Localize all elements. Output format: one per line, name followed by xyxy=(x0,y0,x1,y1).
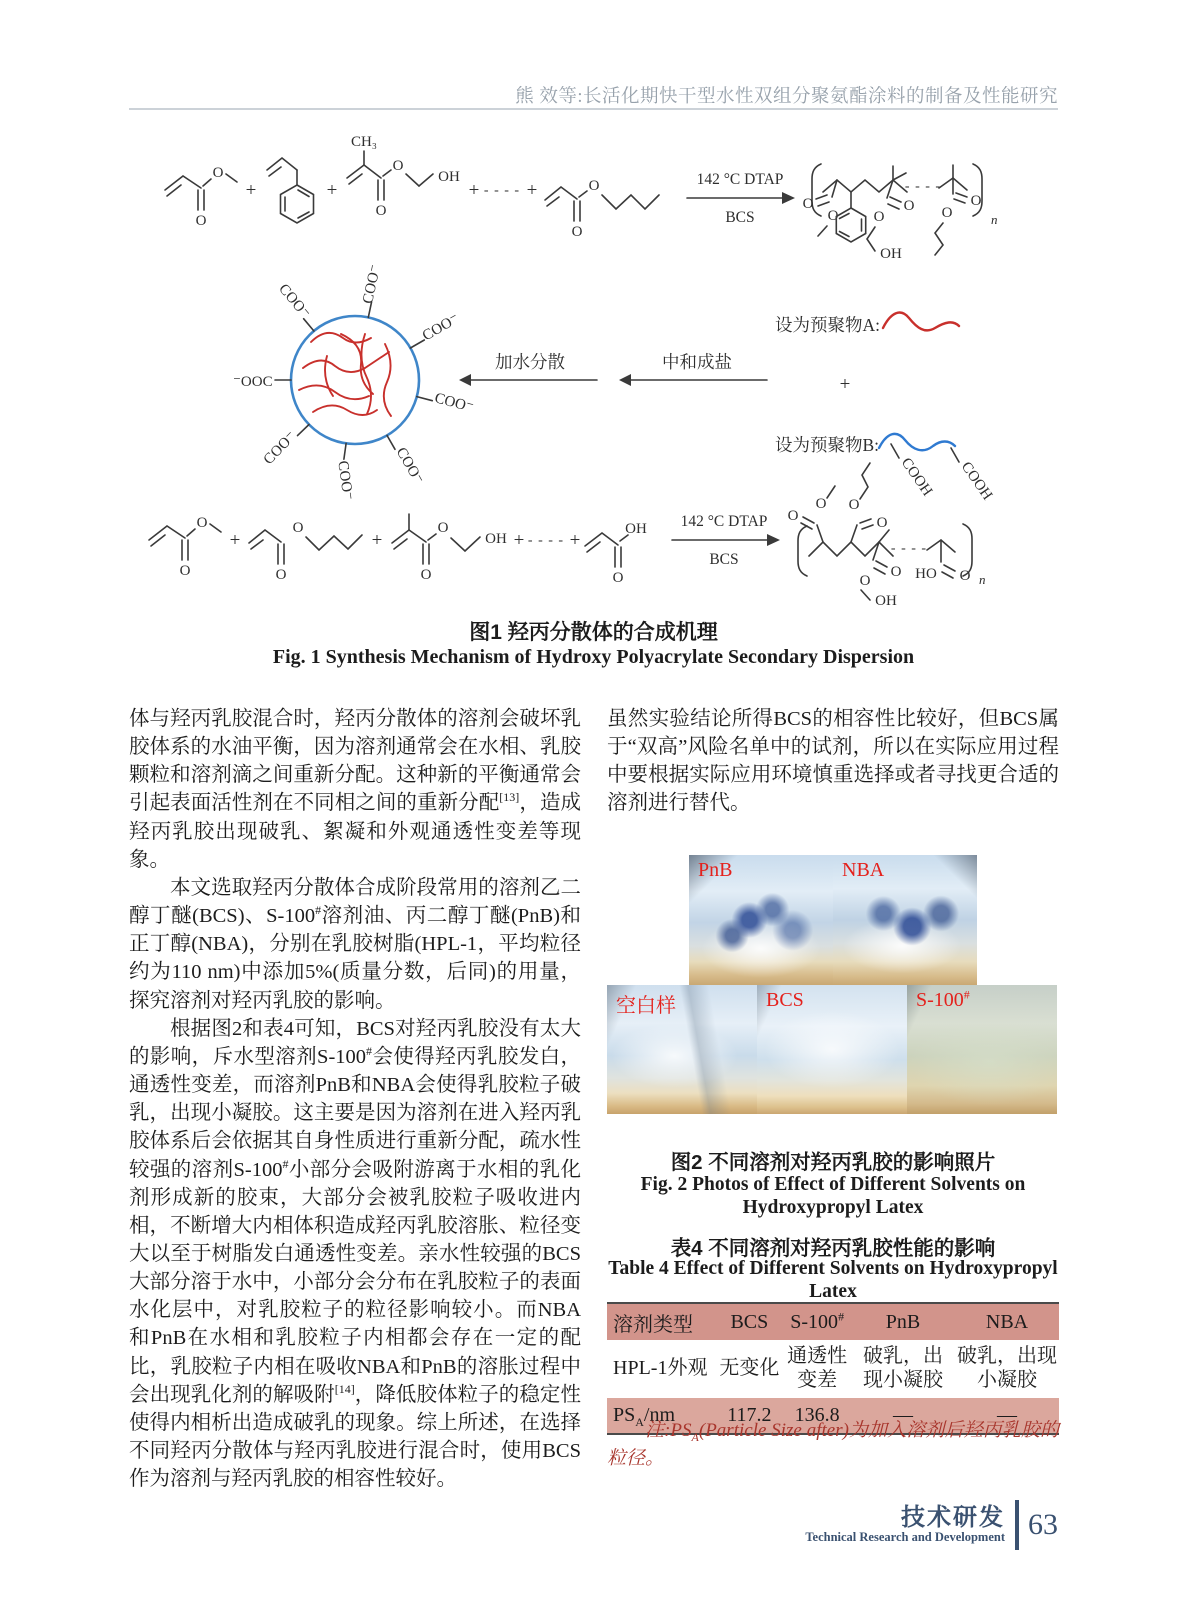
atom-o: O xyxy=(802,196,814,212)
reaction-arrow-1 xyxy=(687,171,795,226)
atom-o: O xyxy=(890,564,902,580)
atom-o: O xyxy=(787,508,799,524)
plus-sign: + xyxy=(326,180,338,201)
photo-label-bcs: BCS xyxy=(766,989,804,1011)
paragraph: 体与羟丙乳胶混合时，羟丙分散体的溶剂会破坏乳胶体系的水油平衡，因为溶剂通常会在水相、乳胶颗粒和溶剂滴之间重新分配。这种新的平衡通常会引起表面活性剂在不同相之间的重新分配[13]，造成羟丙乳胶出现破乳、絮凝和外观通透性变差等现象。 xyxy=(129,708,582,871)
monomer-methyl-acrylate xyxy=(165,165,237,229)
photo-pnb xyxy=(689,855,833,985)
atom-o: O xyxy=(876,515,888,531)
atom-o: O xyxy=(392,158,404,174)
photo-s100 xyxy=(907,985,1057,1114)
atom-o: O xyxy=(195,213,207,229)
coo-label: COO⁻ xyxy=(432,390,476,416)
footer-section-cn: 技术研发 xyxy=(901,1503,1005,1531)
coo-label: COO⁻ xyxy=(419,310,463,345)
monomer-butyl-acrylate-2 xyxy=(249,520,362,583)
atom-o: O xyxy=(420,567,432,583)
monomer-acrylic-acid xyxy=(585,521,647,586)
table-cell: BCS xyxy=(715,1303,783,1340)
reaction-condition: 142 °C DTAP xyxy=(696,171,784,188)
atom-o: O xyxy=(970,193,982,209)
coo-label: COO⁻ xyxy=(360,263,385,306)
atom-o: O xyxy=(275,567,287,583)
photo-label-blank: 空白样 xyxy=(616,995,676,1017)
reaction-arrow-2 xyxy=(672,513,780,568)
table-cell: — xyxy=(955,1398,1059,1434)
cooh-label: COOH xyxy=(957,459,996,504)
atom-o: O xyxy=(212,165,224,181)
table-cell: $PS_A/nm$ xyxy=(607,1398,715,1434)
table-cell: HPL-1外观 xyxy=(613,1357,708,1380)
atom-o: O xyxy=(196,515,208,531)
photo-bcs xyxy=(757,985,907,1114)
coo-label: COO⁻ xyxy=(260,428,300,469)
arrow-neutralize xyxy=(619,352,767,386)
prepolymer-b xyxy=(775,434,995,503)
photo-label-s100: S-100# xyxy=(916,987,970,1011)
table-cell: 溶剂类型 xyxy=(607,1303,715,1340)
polymer-product-a xyxy=(803,164,998,262)
atom-o: O xyxy=(959,568,971,584)
table-cell: NBA xyxy=(955,1303,1059,1340)
monomer-butyl-acrylate xyxy=(545,178,659,240)
atom-o: O xyxy=(903,198,915,214)
subscript-n: n xyxy=(979,572,986,587)
atom-ho: HO xyxy=(915,566,937,582)
figure2-caption-en2: Hydroxypropyl Latex xyxy=(742,1197,924,1218)
footer-divider xyxy=(1015,1500,1019,1550)
reaction-solvent: BCS xyxy=(709,551,739,568)
table4-caption-en2: Latex xyxy=(809,1281,857,1302)
plus-sign: + xyxy=(371,530,383,551)
atom-o: O xyxy=(848,497,860,513)
atom-oh: OH xyxy=(438,169,460,185)
subscript-n: n xyxy=(991,212,998,227)
plus-sign: + xyxy=(229,530,241,551)
ellipsis: - - - - xyxy=(890,541,928,556)
table-row xyxy=(607,1340,1059,1398)
table-cell: PnB xyxy=(851,1303,955,1340)
table4-caption-cn: 表4 不同溶剂对羟丙乳胶性能的影响 xyxy=(670,1237,996,1260)
atom-o: O xyxy=(588,178,600,194)
photo-label-pnb: PnB xyxy=(698,859,733,881)
table-cell: 136.8 xyxy=(783,1398,851,1434)
figure1-caption-en: Fig. 1 Synthesis Mechanism of Hydroxy Polyacrylate Secondary Dispersion xyxy=(272,646,915,668)
plus-sign: + xyxy=(526,180,538,201)
atom-o: O xyxy=(941,205,953,221)
table-cell: — xyxy=(851,1398,955,1434)
table-cell: 破乳，出现小凝胶 xyxy=(863,1345,944,1391)
atom-o: O xyxy=(815,496,827,512)
table4-note: 注$:PS_A(Particle$ Size after)为加入溶剂后羟丙乳胶的粒径。 xyxy=(607,1420,1059,1469)
prepolymer-a xyxy=(775,313,959,335)
figure1-scheme xyxy=(127,128,1059,610)
atom-o: O xyxy=(292,520,304,536)
atom-oh: OH xyxy=(625,521,647,537)
right-column xyxy=(607,705,1059,818)
monomer-methyl-acrylate-2 xyxy=(149,515,221,579)
monomer-hema-2 xyxy=(392,514,507,583)
monomer-styrene xyxy=(267,158,314,223)
atom-o: O xyxy=(375,203,387,219)
reaction-condition: 142 °C DTAP xyxy=(680,513,768,530)
cooh-label: COOH xyxy=(897,455,936,500)
table-header-row xyxy=(607,1303,1059,1340)
plus-sign: + xyxy=(839,374,851,395)
left-column xyxy=(129,705,581,1493)
atom-oh: OH xyxy=(880,246,902,262)
monomer-hema xyxy=(347,134,460,219)
table-cell: S-100# xyxy=(783,1303,851,1340)
ooc-label: ⁻OOC xyxy=(233,374,273,390)
figure2-caption-cn: 图2 不同溶剂对羟丙乳胶的影响照片 xyxy=(670,1151,996,1174)
paragraph: 根据图2和表4可知，BCS对羟丙乳胶没有太大的影响，斥水型溶剂S-100#会使得羟丙乳胶发白，通透性变差，而溶剂PnB和NBA会使得乳胶粒子破乳，出现小凝胶。这主要是因为溶剂在进入羟丙乳胶体系后会依据其自身性质进行重新分配，疏水性较强的溶剂S-100#小部分会吸附游离于水相的乳化剂形成新的胶束，大部分会被乳胶粒子吸收进内相，不断增大内相体积造成羟丙乳胶溶胀、粒径变大以至于树脂发白通透性变差。亲水性较强的BCS大部分溶于水中，小部分会分布在乳胶粒子的表面水化层中，对乳胶粒子的粒径影响较小。而NBA和PnB在水相和乳胶粒子内相都会存在一定的配比，乳胶粒子内相在吸收NBA和PnB的溶胀过程中会出现乳化剂的解吸附[14]，降低胶体粒子的稳定性使得内相析出造成破乳的现象。综上所述，在选择不同羟丙分散体与羟丙乳胶进行混合时，使用BCS作为溶剂与羟丙乳胶的相容性较好。 xyxy=(129,1017,582,1491)
atom-o: O xyxy=(612,570,624,586)
table-cell: 通透性变差 xyxy=(787,1345,848,1391)
coo-label: COO⁻ xyxy=(334,459,356,502)
page-number: 63 xyxy=(1028,1508,1058,1541)
table4-caption-en1: Table 4 Effect of Different Solvents on Hydroxypropyl xyxy=(608,1258,1058,1279)
table-cell: 破乳，出现小凝胶 xyxy=(957,1345,1058,1391)
atom-ch3: CH₃ xyxy=(350,134,378,150)
figure1-caption-cn: 图1 羟丙分散体的合成机理 xyxy=(469,621,718,644)
step-label-disperse: 加水分散 xyxy=(495,352,565,372)
photo-nba xyxy=(833,855,977,985)
prepolymer-b-label: 设为预聚物B: xyxy=(775,435,880,455)
paragraph: 虽然实验结论所得BCS的相容性比较好，但BCS属于“双高”风险名单中的试剂，所以在实际应用过程中要根据实际应用环境慎重选择或者寻找更合适的溶剂进行替代。 xyxy=(607,708,1059,815)
atom-o: O xyxy=(873,209,885,225)
plus-sign: + xyxy=(569,530,581,551)
ellipsis: - - - - xyxy=(527,533,565,548)
atom-o: O xyxy=(827,208,839,224)
coo-label: COO⁻ xyxy=(275,281,313,322)
table4 xyxy=(607,1302,1059,1435)
plus-sign: + xyxy=(245,180,257,201)
prepolymer-a-label: 设为预聚物A: xyxy=(775,315,880,335)
atom-o: O xyxy=(179,563,191,579)
arrow-water-dispersion xyxy=(459,352,597,386)
figure2-photos xyxy=(607,855,1057,1114)
atom-o: O xyxy=(859,573,871,589)
header-rule xyxy=(129,108,1058,110)
paragraph: 本文选取羟丙分散体合成阶段常用的溶剂乙二醇丁醚(BCS)、S-100#溶剂油、丙二醇丁醚(PnB)和正丁醇(NBA)，分别在乳胶树脂(HPL-1，平均粒径约为110 nm)中添加5%(质量分数，后同)的用量，探究溶剂对羟丙乳胶的影响。 xyxy=(129,876,581,1012)
micelle-dispersion xyxy=(233,263,475,501)
plus-sign: + xyxy=(468,180,480,201)
running-title: 熊 效等:长活化期快干型水性双组分聚氨酯涂料的制备及性能研究 xyxy=(515,87,1058,107)
reaction-solvent: BCS xyxy=(725,209,755,226)
atom-o: O xyxy=(437,520,449,536)
atom-o: O xyxy=(571,224,583,240)
footer-section-en: Technical Research and Development xyxy=(805,1530,1005,1545)
photo-label-nba: NBA xyxy=(842,859,885,881)
ellipsis: - - - - xyxy=(904,179,942,194)
polymer-product-b xyxy=(788,463,986,609)
plus-sign: + xyxy=(513,530,525,551)
atom-oh: OH xyxy=(485,531,507,547)
coo-label: COO⁻ xyxy=(392,444,427,488)
step-label-neutralize: 中和成盐 xyxy=(662,352,732,372)
table-cell: 117.2 xyxy=(715,1398,783,1434)
figure2-caption-en1: Fig. 2 Photos of Effect of Different Solvents on xyxy=(640,1174,1026,1195)
page-footer xyxy=(805,1500,1058,1550)
ellipsis: - - - - xyxy=(483,183,521,198)
atom-oh: OH xyxy=(875,593,897,609)
photo-blank-sample xyxy=(607,985,757,1114)
table-cell: 无变化 xyxy=(719,1357,780,1380)
